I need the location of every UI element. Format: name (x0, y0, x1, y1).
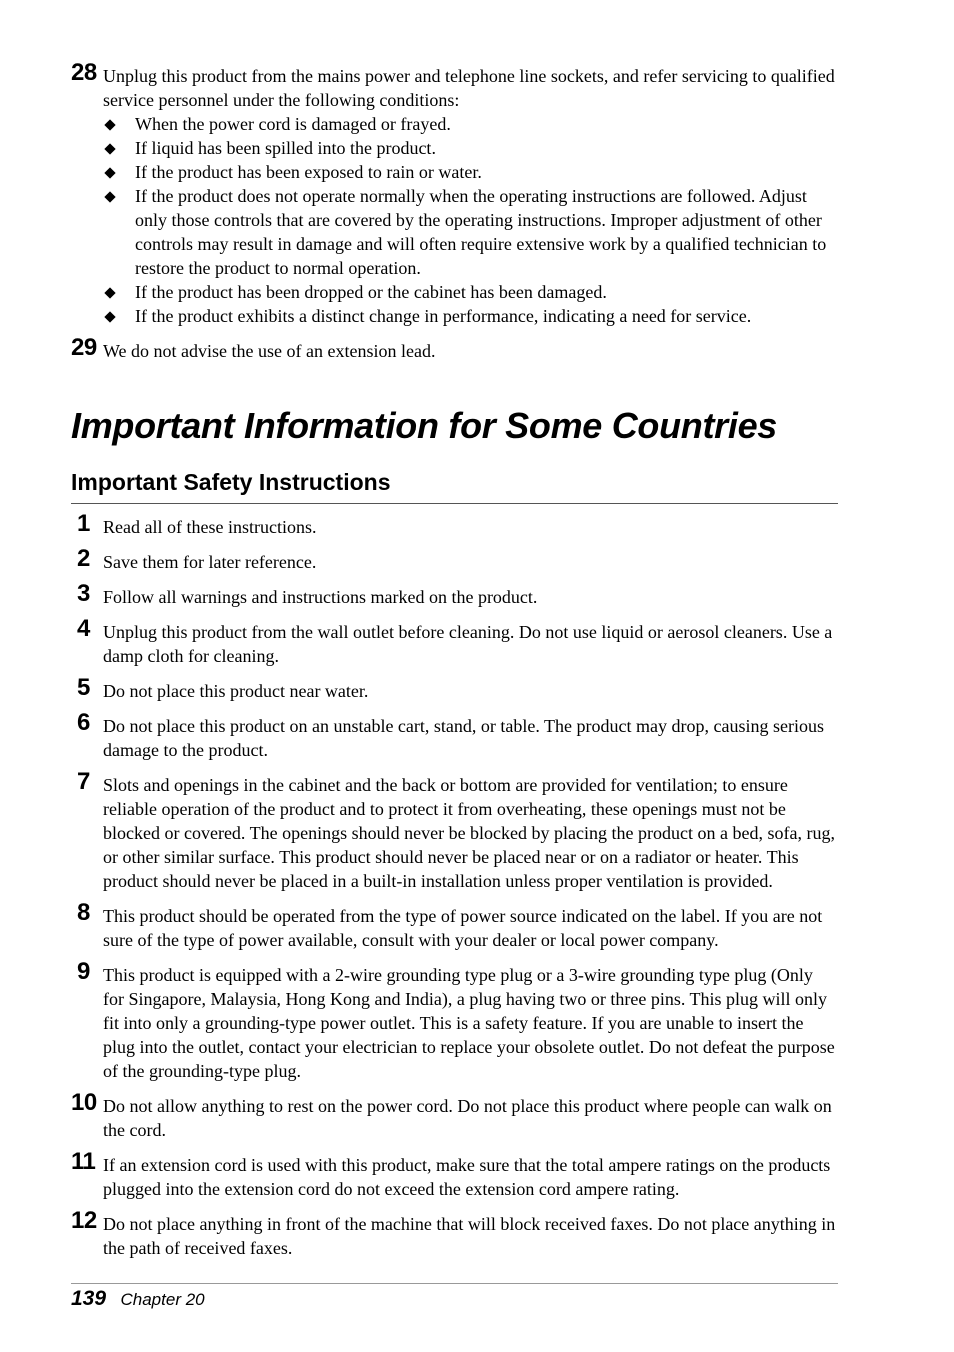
item-text: Unplug this product from the mains power and telephone line sockets, and refer servicing to qualified service personnel under the following conditions: (103, 66, 835, 110)
item-number: 1 (77, 510, 90, 537)
condition-item: When the power cord is damaged or frayed. (103, 112, 838, 136)
item-text: Slots and openings in the cabinet and the back or bottom are provided for ventilation; to ensure reliable operation of the product and to protect it from overheating, these openings must not be blocked or covered. The openings should never be blocked by placing the product on a bed, sofa, rug, or other similar surface. This product should never be placed near or on a radiator or heater. This product should never be placed in a built-in installation unless proper ventilation is provided. (103, 775, 835, 891)
safety-item-12 (71, 1207, 838, 1260)
condition-list (103, 112, 838, 328)
intro-item-29 (71, 334, 838, 363)
safety-item-11 (71, 1148, 838, 1201)
item-text: Do not place this product on an unstable cart, stand, or table. The product may drop, causing serious damage to the product. (103, 716, 824, 760)
item-text: Do not place this product near water. (103, 681, 369, 701)
item-text: Do not allow anything to rest on the power cord. Do not place this product where people can walk on the cord. (103, 1096, 832, 1140)
intro-item-28 (71, 59, 838, 328)
page-footer (71, 1283, 838, 1311)
safety-item-4 (71, 615, 838, 668)
page-number: 139 (71, 1287, 107, 1310)
safety-item-10 (71, 1089, 838, 1142)
item-number: 2 (77, 545, 90, 572)
item-text: Unplug this product from the wall outlet before cleaning. Do not use liquid or aerosol cleaners. Use a damp cloth for cleaning. (103, 622, 833, 666)
chapter-label: Chapter 20 (120, 1290, 205, 1309)
item-text: Follow all warnings and instructions marked on the product. (103, 587, 538, 607)
item-number: 5 (77, 674, 90, 701)
condition-item: If the product exhibits a distinct change in performance, indicating a need for service. (103, 304, 838, 328)
item-number: 6 (77, 709, 90, 736)
diamond-bullet-icon (104, 287, 115, 298)
diamond-bullet-icon (104, 167, 115, 178)
item-number: 7 (77, 768, 90, 795)
section-subtitle: Important Safety Instructions (71, 468, 838, 504)
condition-item: If the product has been dropped or the cabinet has been damaged. (103, 280, 838, 304)
condition-item: If the product does not operate normally when the operating instructions are followed. Adjust only those controls that are covered by the operating instructions. Improper adjustment of other controls may result in damage and will often require extensive work by a qualified technician to restore the product to normal operation. (103, 184, 838, 280)
item-text: Do not place anything in front of the machine that will block received faxes. Do not place anything in the path of received faxes. (103, 1214, 836, 1258)
diamond-bullet-icon (104, 311, 115, 322)
safety-item-1 (71, 510, 838, 539)
item-number: 4 (77, 615, 90, 642)
safety-item-3 (71, 580, 838, 609)
item-number: 3 (77, 580, 90, 607)
safety-item-8 (71, 899, 838, 952)
item-number: 10 (71, 1089, 97, 1116)
item-text: Save them for later reference. (103, 552, 317, 572)
diamond-bullet-icon (104, 191, 115, 202)
item-number: 29 (71, 334, 97, 361)
safety-item-5 (71, 674, 838, 703)
item-number: 9 (77, 958, 90, 985)
safety-item-2 (71, 545, 838, 574)
condition-item: If liquid has been spilled into the product. (103, 136, 838, 160)
item-text: This product should be operated from the type of power source indicated on the label. If you are not sure of the type of power available, consult with your dealer or local power company. (103, 906, 823, 950)
condition-item: If the product has been exposed to rain or water. (103, 160, 838, 184)
item-number: 8 (77, 899, 90, 926)
safety-item-7 (71, 768, 838, 893)
safety-item-6 (71, 709, 838, 762)
item-text: If an extension cord is used with this product, make sure that the total ampere ratings on the products plugged into the extension cord do not exceed the extension cord ampere rating. (103, 1155, 831, 1199)
item-text: This product is equipped with a 2-wire grounding type plug or a 3-wire grounding type plug (Only for Singapore, Malaysia, Hong Kong and India), a plug having two or three pins. This plug will only fit into only a grounding-type power outlet. This is a safety feature. If you are unable to insert the plug into the outlet, contact your electrician to replace your obsolete outlet. Do not defeat the purpose of the grounding-type plug. (103, 965, 835, 1081)
safety-item-9 (71, 958, 838, 1083)
item-number: 12 (71, 1207, 97, 1234)
item-text: We do not advise the use of an extension lead. (103, 341, 436, 361)
diamond-bullet-icon (104, 143, 115, 154)
item-number: 28 (71, 59, 97, 86)
document-page (71, 59, 838, 1271)
diamond-bullet-icon (104, 119, 115, 130)
safety-instructions-list (71, 510, 838, 1260)
item-text: Read all of these instructions. (103, 517, 317, 537)
section-title: Important Information for Some Countries (71, 405, 778, 446)
item-number: 11 (71, 1148, 96, 1175)
